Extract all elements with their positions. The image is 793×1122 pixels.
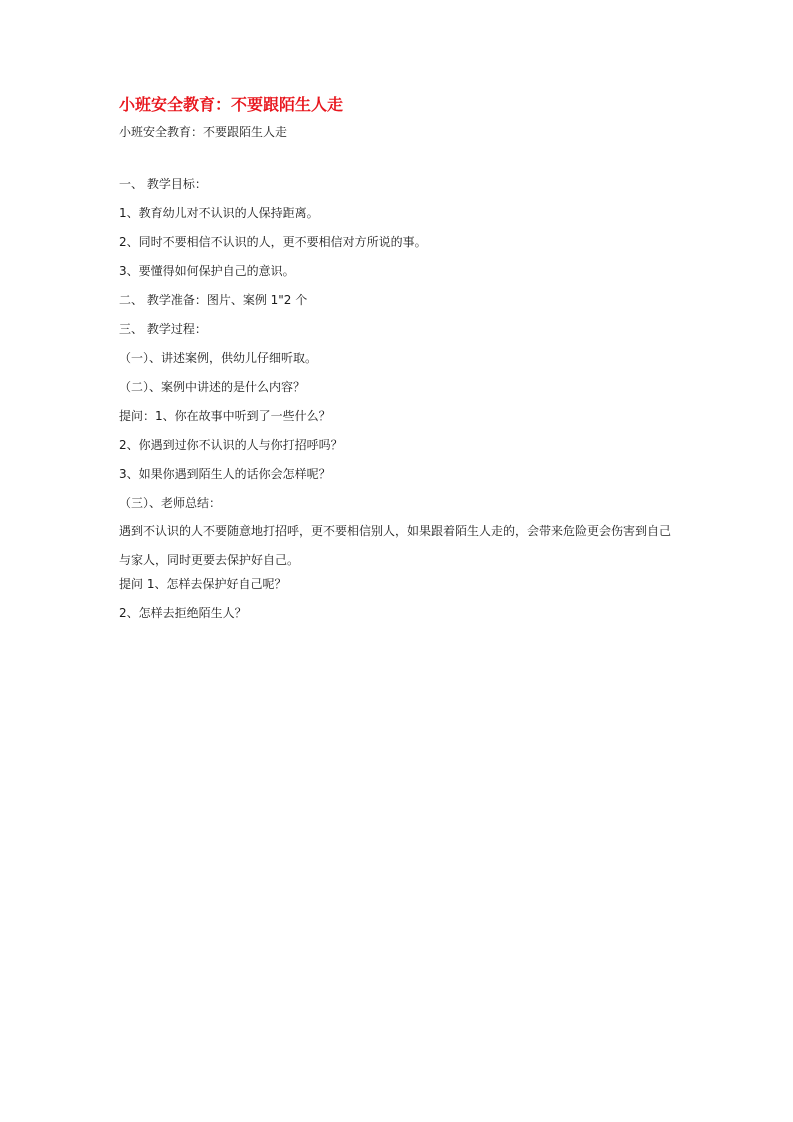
document-content	[119, 94, 679, 634]
goal-item: 2、同时不要相信不认识的人，更不要相信对方所说的事。	[119, 235, 427, 249]
section-heading-goals: 一、 教学目标：	[119, 177, 207, 191]
question-item: 2、你遇到过你不认识的人与你打招呼吗？	[119, 438, 343, 452]
question-item: 2、怎样去拒绝陌生人？	[119, 606, 247, 620]
question-item: 提问：1、你在故事中听到了一些什么？	[119, 409, 331, 423]
document-body	[119, 176, 679, 621]
document-title: 小班安全教育：不要跟陌生人走	[119, 95, 344, 114]
goal-item: 3、要懂得如何保护自己的意识。	[119, 264, 295, 278]
process-step: （一）、讲述案例，供幼儿仔细听取。	[119, 351, 318, 365]
question-item: 提问 1、怎样去保护好自己呢？	[119, 577, 287, 591]
question-item: 3、如果你遇到陌生人的话你会怎样呢？	[119, 467, 331, 481]
document-subtitle: 小班安全教育：不要跟陌生人走	[119, 125, 288, 139]
process-step: （三）、老师总结：	[119, 496, 222, 510]
summary-paragraph: 遇到不认识的人不要随意地打招呼，更不要相信别人，如果跟着陌生人走的，会带来危险更会伤害到自己与家人，同时更要去保护好自己。	[119, 524, 672, 567]
section-heading-preparation: 二、 教学准备：图片、案例 1"2 个	[119, 293, 308, 307]
goal-item: 1、教育幼儿对不认识的人保持距离。	[119, 206, 319, 220]
section-heading-process: 三、 教学过程：	[119, 322, 207, 336]
process-step: （二）、案例中讲述的是什么内容？	[119, 380, 306, 394]
